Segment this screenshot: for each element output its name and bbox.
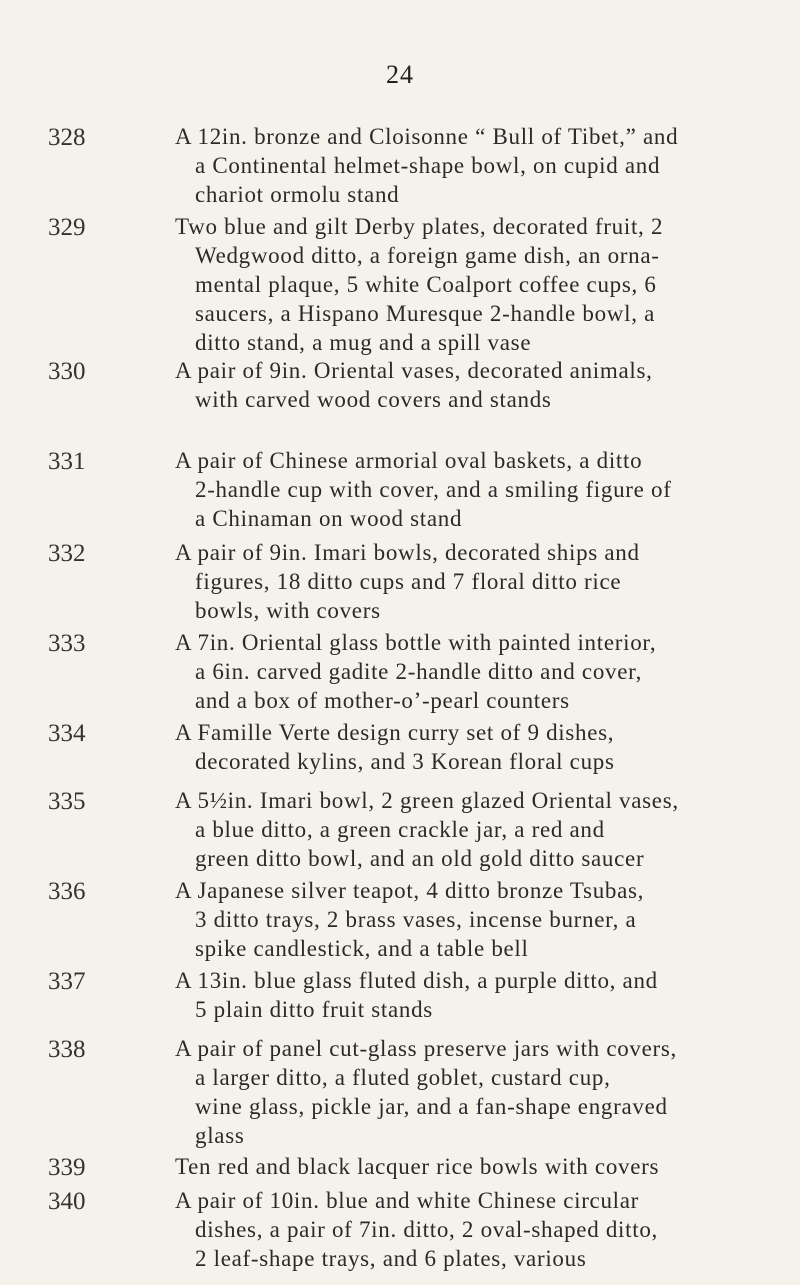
lot-number: 336 bbox=[48, 878, 86, 905]
lot-description-line: A 13in. blue glass fluted dish, a purple ditto, and bbox=[175, 968, 658, 993]
lot-description-line: bowls, with covers bbox=[195, 598, 381, 623]
lot-description-line: A Japanese silver teapot, 4 ditto bronze Tsubas, bbox=[175, 878, 645, 903]
lot-description-line: 5 plain ditto fruit stands bbox=[195, 997, 433, 1022]
lot-description-line: mental plaque, 5 white Coalport coffee cups, 6 bbox=[195, 272, 657, 297]
lot-description-line: Two blue and gilt Derby plates, decorated fruit, 2 bbox=[175, 214, 664, 239]
lot-description bbox=[175, 1186, 785, 1273]
lot-number: 333 bbox=[48, 630, 86, 657]
lot-number: 339 bbox=[48, 1154, 86, 1181]
lot-description-line: A pair of 9in. Oriental vases, decorated animals, bbox=[175, 358, 653, 383]
lot-description bbox=[175, 786, 785, 873]
lot-number: 329 bbox=[48, 214, 86, 241]
lot-description bbox=[175, 1152, 785, 1181]
lot-description bbox=[175, 628, 785, 715]
lot-description-line: chariot ormolu stand bbox=[195, 182, 400, 207]
lot-number: 337 bbox=[48, 968, 86, 995]
lot-description-line: a Continental helmet-shape bowl, on cupid and bbox=[195, 153, 661, 178]
lot-description-line: A 5½in. Imari bowl, 2 green glazed Oriental vases, bbox=[175, 788, 679, 813]
lot-number: 330 bbox=[48, 358, 86, 385]
lot-description-line: A pair of 9in. Imari bowls, decorated ships and bbox=[175, 540, 640, 565]
lot-description-line: A 12in. bronze and Cloisonne “ Bull of Tibet,” and bbox=[175, 124, 679, 149]
lot-description bbox=[175, 538, 785, 625]
lot-description-line: Ten red and black lacquer rice bowls with covers bbox=[175, 1154, 660, 1179]
lot-description-line: and a box of mother-o’-pearl counters bbox=[195, 688, 570, 713]
lot-description bbox=[175, 212, 785, 357]
lot-description bbox=[175, 966, 785, 1024]
lot-description-line: A 7in. Oriental glass bottle with painted interior, bbox=[175, 630, 657, 655]
lot-number: 328 bbox=[48, 124, 86, 151]
lot-description-line: a 6in. carved gadite 2-handle ditto and cover, bbox=[195, 659, 643, 684]
lot-description-line: figures, 18 ditto cups and 7 floral ditto rice bbox=[195, 569, 622, 594]
lot-description bbox=[175, 122, 785, 209]
lot-number: 340 bbox=[48, 1188, 86, 1215]
lot-description-line: ditto stand, a mug and a spill vase bbox=[195, 330, 532, 355]
lot-number: 332 bbox=[48, 540, 86, 567]
lot-description-line: 3 ditto trays, 2 brass vases, incense burner, a bbox=[195, 907, 637, 932]
lot-description-line: saucers, a Hispano Muresque 2-handle bowl, a bbox=[195, 301, 656, 326]
lot-description-line: a blue ditto, a green crackle jar, a red and bbox=[195, 817, 605, 842]
lot-description-line: spike candlestick, and a table bell bbox=[195, 936, 529, 961]
lot-description-line: A pair of Chinese armorial oval baskets, a ditto bbox=[175, 448, 643, 473]
lot-description-line: a Chinaman on wood stand bbox=[195, 506, 463, 531]
lot-number: 338 bbox=[48, 1036, 86, 1063]
page-number: 24 bbox=[386, 60, 414, 89]
lot-description-line: Wedgwood ditto, a foreign game dish, an orna- bbox=[195, 243, 660, 268]
lot-description bbox=[175, 1034, 785, 1150]
lot-number: 334 bbox=[48, 720, 86, 747]
lot-description-line: 2 leaf-shape trays, and 6 plates, various bbox=[195, 1246, 587, 1271]
lot-description-line: 2-handle cup with cover, and a smiling figure of bbox=[195, 477, 672, 502]
lot-description bbox=[175, 876, 785, 963]
lot-number: 331 bbox=[48, 448, 86, 475]
lot-description-line: wine glass, pickle jar, and a fan-shape engraved bbox=[195, 1094, 668, 1119]
lot-description bbox=[175, 356, 785, 414]
lot-description-line: with carved wood covers and stands bbox=[195, 387, 552, 412]
lot-description-line: green ditto bowl, and an old gold ditto saucer bbox=[195, 846, 645, 871]
lot-description-line: a larger ditto, a fluted goblet, custard cup, bbox=[195, 1065, 611, 1090]
lot-description-line: glass bbox=[195, 1123, 245, 1148]
lot-description bbox=[175, 718, 785, 776]
lot-description-line: A pair of panel cut-glass preserve jars with covers, bbox=[175, 1036, 677, 1061]
lot-description-line: A pair of 10in. blue and white Chinese circular bbox=[175, 1188, 640, 1213]
lot-description-line: decorated kylins, and 3 Korean floral cups bbox=[195, 749, 615, 774]
lot-number: 335 bbox=[48, 788, 86, 815]
lot-description bbox=[175, 446, 785, 533]
lot-description-line: A Famille Verte design curry set of 9 dishes, bbox=[175, 720, 615, 745]
lot-description-line: dishes, a pair of 7in. ditto, 2 oval-shaped ditto, bbox=[195, 1217, 658, 1242]
